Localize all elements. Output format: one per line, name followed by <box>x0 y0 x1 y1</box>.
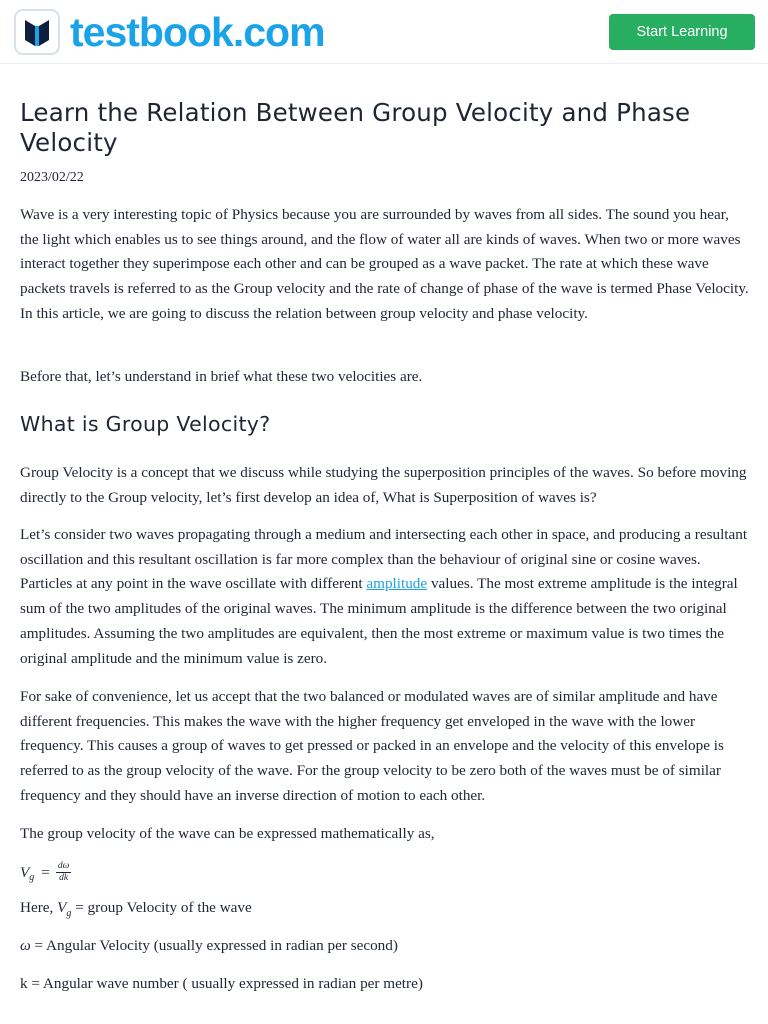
article-title: Learn the Relation Between Group Velocity and Phase Velocity <box>20 98 691 157</box>
definition-prefix: Here, <box>20 899 58 916</box>
omega-definition-text: = Angular Velocity (usually expressed in radian per second) <box>30 937 398 954</box>
logo-mark-icon <box>14 9 60 55</box>
intro-paragraph-2: Before that, let’s understand in brief what these two velocities are. <box>20 368 423 385</box>
formula-fraction <box>56 861 71 884</box>
formula-lhs-subscript: g <box>29 872 35 883</box>
formula-denominator: dk <box>59 873 69 883</box>
logo-text: testbook.com <box>70 9 325 55</box>
definition-k: k = Angular wave number ( usually expressed in radian per metre) <box>20 975 423 992</box>
amplitude-link[interactable]: amplitude <box>366 575 428 593</box>
definition-omega <box>20 937 398 955</box>
definition-vg <box>20 899 252 917</box>
definition-var-subscript: g <box>66 907 72 919</box>
definition-var: V <box>57 899 67 916</box>
formula-lhs: V <box>20 863 30 881</box>
formula-equals: = <box>41 863 50 881</box>
paragraph-text: Let’s consider two waves propagating through a medium and intersecting each other in space, and producing a resultant oscillation and this resultant oscillation is far more complex than the behaviour of original sine or cosine waves. Particles at any point in the wave oscillate with different <box>20 526 748 593</box>
section-heading-group-velocity: What is Group Velocity? <box>20 412 271 436</box>
definition-text: = group Velocity of the wave <box>71 899 252 916</box>
group-velocity-formula <box>20 861 71 884</box>
formula-numerator: dω <box>57 861 70 871</box>
formula-intro: The group velocity of the wave can be expressed mathematically as, <box>20 825 435 842</box>
group-velocity-paragraph-3: For sake of convenience, let us accept that the two balanced or modulated waves are of similar amplitude and have different frequencies. This makes the wave with the higher frequency get enveloped in the wave with the lower frequency. This causes a group of waves to get pressed or packed in an envelope and the velocity of this envelope is referred to as the group velocity of the wave. For the group velocity to be zero both of the waves must be of similar frequency and they should have an inverse direction of motion to each other. <box>20 688 724 804</box>
site-logo[interactable] <box>14 9 325 55</box>
omega-symbol: ω <box>20 937 31 954</box>
article-date: 2023/02/22 <box>20 170 84 185</box>
group-velocity-paragraph-1: Group Velocity is a concept that we discuss while studying the superposition principles of the waves. So before moving directly to the Group velocity, let’s first develop an idea of, What is Superposition of waves is? <box>20 464 747 506</box>
site-header <box>0 0 768 64</box>
paragraph-text: values. The most extreme amplitude is the integral sum of the two amplitudes of the original waves. The minimum amplitude is the difference between the two original amplitudes. Assuming the two amplitudes are equivalent, then the most extreme or maximum value is two times the original amplitude and the minimum value is zero. <box>20 575 738 667</box>
start-learning-button[interactable]: Start Learning <box>609 14 755 50</box>
group-velocity-paragraph-2 <box>20 523 750 671</box>
intro-paragraph-1: Wave is a very interesting topic of Physics because you are surrounded by waves from all sides. The sound you hear, the light which enables us to see things around, and the flow of water all are kinds of waves. When two or more waves interact together they superimpose each other and can be grouped as a wave packet. The rate at which these wave packets travels is referred to as the Group velocity and the rate of change of phase of the wave is termed Phase Velocity. In this article, we are going to discuss the relation between group velocity and phase velocity. <box>20 206 749 322</box>
